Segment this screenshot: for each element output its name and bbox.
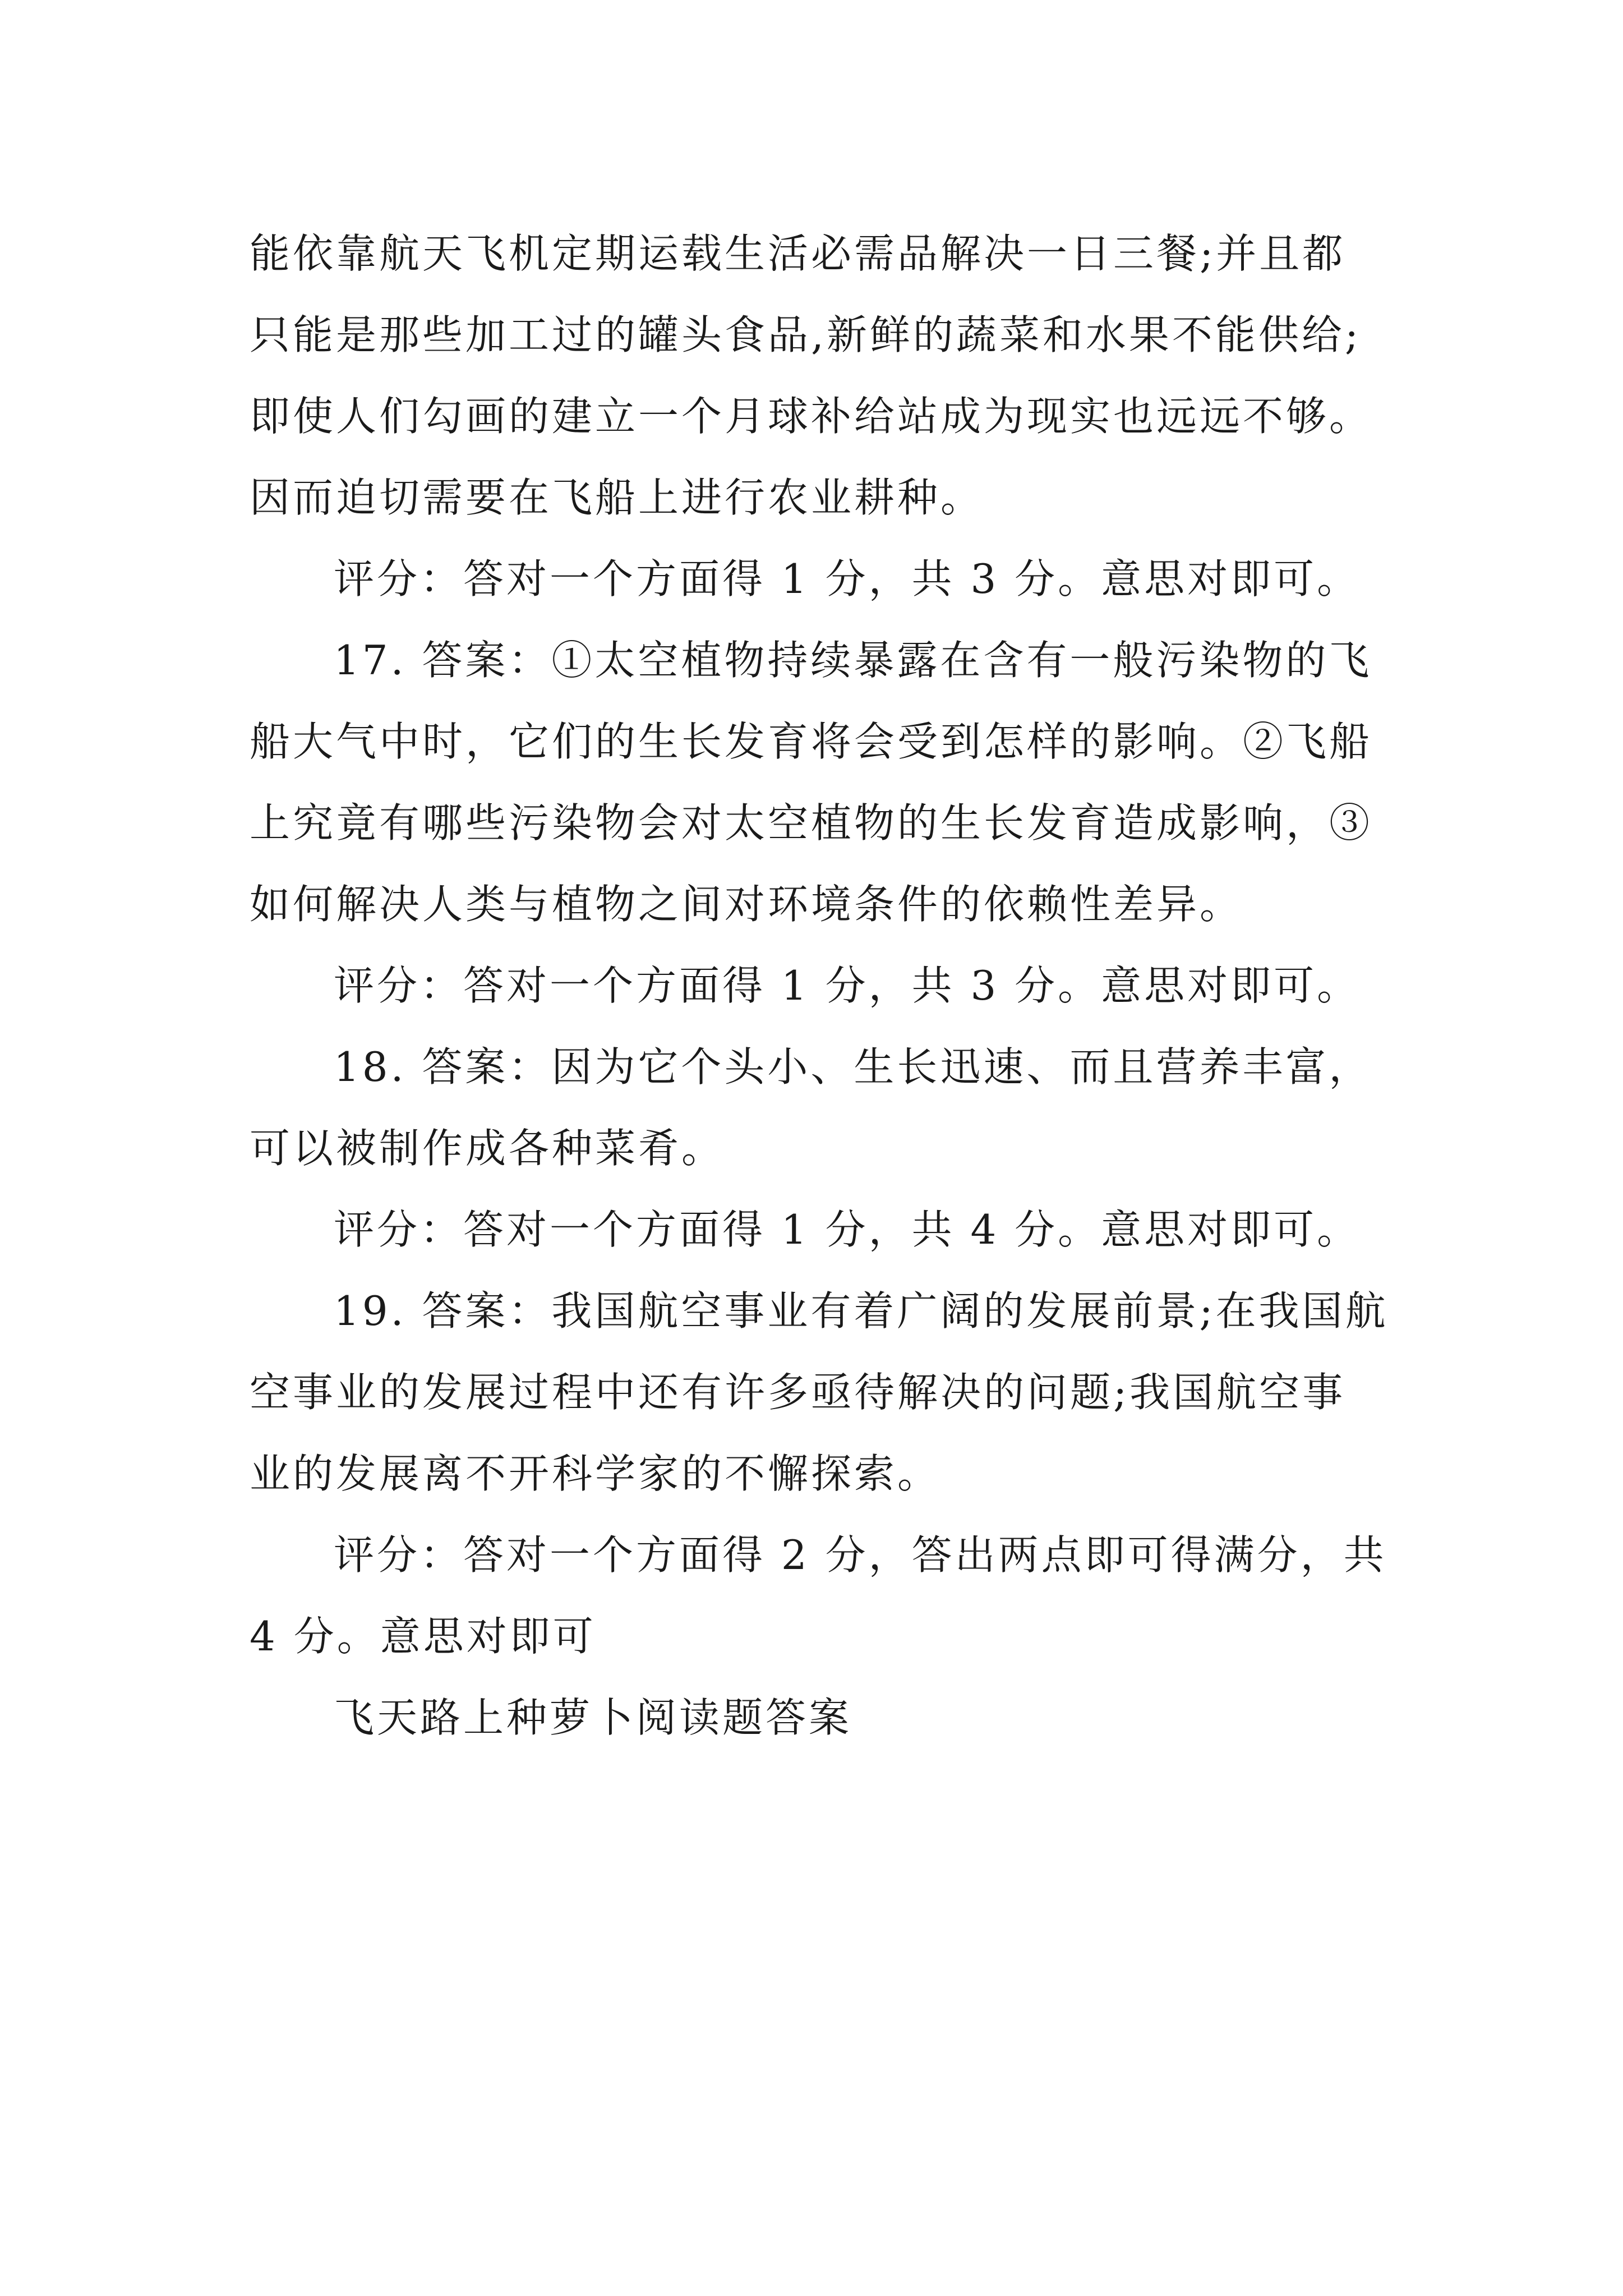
text-line: 4 分。意思对即可 [250,1613,596,1660]
text-line: 即使人们勾画的建立一个月球补给站成为现实也远远不够。 [250,393,1373,440]
text-line: 能依靠航天飞机定期运载生活必需品解决一日三餐;并且都 [250,230,1346,277]
text-line: 如何解决人类与植物之间对环境条件的依赖性差异。 [250,881,1243,928]
text-line: 可以被制作成各种菜肴。 [250,1125,725,1172]
answer-17-line: 17. 答案：①太空植物持续暴露在含有一般污染物的飞 [334,637,1372,684]
text-line: 上究竟有哪些污染物会对太空植物的生长发育造成影响，③ [250,799,1373,846]
document-body [250,213,1394,1759]
scoring-note: 评分：答对一个方面得 1 分，共 3 分。意思对即可。 [334,555,1361,602]
scoring-note: 评分：答对一个方面得 1 分，共 4 分。意思对即可。 [334,1206,1361,1253]
text-line: 空事业的发展过程中还有许多亟待解决的问题;我国航空事 [250,1369,1346,1416]
document-footer-title: 飞天路上种萝卜阅读题答案 [334,1694,852,1741]
text-line: 只能是那些加工过的罐头食品,新鲜的蔬菜和水果不能供给; [250,311,1362,358]
scoring-note: 评分：答对一个方面得 1 分，共 3 分。意思对即可。 [334,962,1361,1009]
answer-19-line: 19. 答案：我国航空事业有着广阔的发展前景;在我国航 [334,1287,1389,1335]
answer-18-line: 18. 答案：因为它个头小、生长迅速、而且营养丰富， [334,1043,1372,1091]
text-line: 因而迫切需要在飞船上进行农业耕种。 [250,474,984,521]
text-line: 船大气中时，它们的生长发育将会受到怎样的影响。②飞船 [250,718,1373,765]
text-line: 业的发展离不开科学家的不懈探索。 [250,1450,941,1497]
scoring-note: 评分：答对一个方面得 2 分，答出两点即可得满分，共 [334,1531,1387,1579]
